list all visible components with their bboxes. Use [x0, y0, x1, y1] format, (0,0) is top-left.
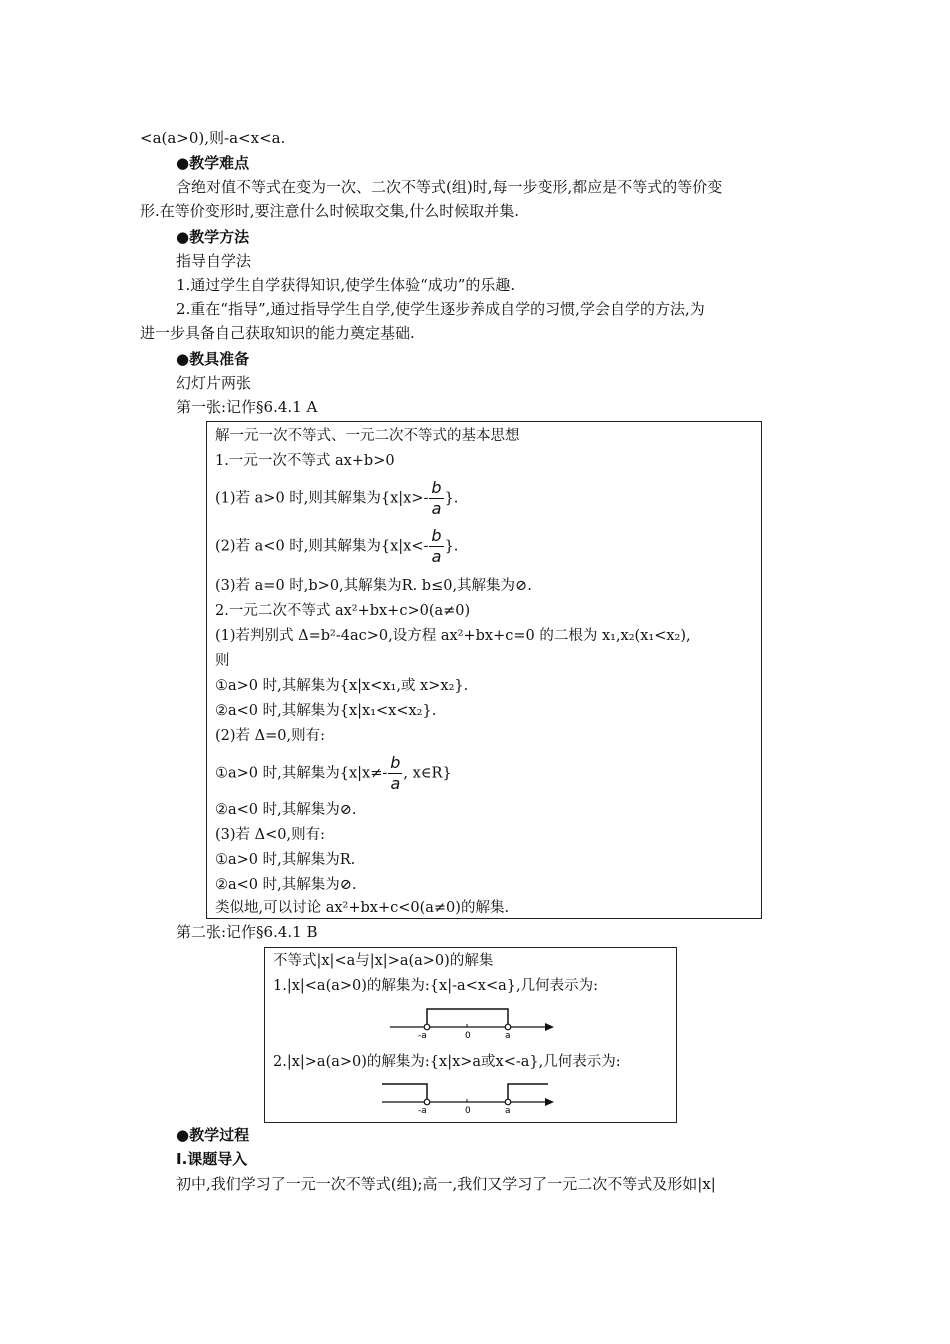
- fraction-denominator: a: [390, 774, 401, 793]
- fraction-numerator: b: [390, 753, 401, 772]
- section-heading-process: ●教学过程: [176, 1126, 250, 1144]
- fraction: [429, 526, 443, 567]
- box-text: }.: [444, 538, 459, 555]
- box-text: ①a>0 时,其解集为{x|x≠-: [215, 765, 388, 782]
- section-heading-tools: ●教具准备: [176, 350, 250, 368]
- tick-label-pos: a: [505, 1106, 511, 1116]
- paragraph-line: 幻灯片两张: [176, 374, 252, 392]
- section-heading-method: ●教学方法: [176, 228, 250, 246]
- tick-label-neg: -a: [418, 1106, 427, 1116]
- fraction-denominator: a: [431, 499, 442, 518]
- fraction-numerator: b: [431, 478, 442, 497]
- axis-arrow-icon: [545, 1098, 554, 1106]
- box-line: ②a<0 时,其解集为⊘.: [215, 802, 357, 818]
- tick-label-pos: a: [505, 1031, 511, 1039]
- box-line-with-fraction: [215, 753, 452, 794]
- box-title: 不等式|x|<a与|x|>a(a>0)的解集: [273, 953, 494, 969]
- paragraph-line: 形.在等价变形时,要注意什么时候取交集,什么时候取并集.: [140, 202, 520, 220]
- paragraph-line: 进一步具备自己获取知识的能力奠定基础.: [140, 324, 415, 342]
- paragraph-line: 初中,我们学习了一元一次不等式(组);高一,我们又学习了一元二次不等式及形如|x|: [176, 1175, 716, 1193]
- open-endpoint: [424, 1099, 430, 1105]
- paragraph-line: 1.通过学生自学获得知识,使学生体验“成功”的乐趣.: [176, 276, 516, 294]
- box-text: }.: [444, 490, 459, 507]
- box-text: , x∈R}: [403, 765, 452, 782]
- number-line-interval: [380, 1001, 555, 1039]
- tick-label-zero: 0: [465, 1106, 471, 1116]
- box-line: (2)若 Δ=0,则有:: [215, 728, 325, 744]
- box-line: ①a>0 时,其解集为R.: [215, 852, 356, 868]
- fraction: [429, 478, 443, 519]
- box-line: 1.|x|<a(a>0)的解集为:{x|-a<x<a},几何表示为:: [273, 978, 598, 994]
- slide-label-a: 第一张:记作§6.4.1 A: [176, 398, 318, 416]
- box-line: 则: [215, 653, 230, 669]
- left-ray: [382, 1084, 427, 1102]
- box-title: 解一元一次不等式、一元二次不等式的基本思想: [215, 428, 520, 444]
- slide-label-b: 第二张:记作§6.4.1 B: [176, 923, 318, 941]
- box-line: 2.|x|>a(a>0)的解集为:{x|x>a或x<-a},几何表示为:: [273, 1054, 621, 1070]
- paragraph-line: 2.重在“指导”,通过指导学生自学,使学生逐步养成自学的习惯,学会自学的方法,为: [176, 300, 705, 318]
- fraction-denominator: a: [431, 547, 442, 566]
- right-ray: [508, 1084, 548, 1102]
- box-line: 1.一元一次不等式 ax+b>0: [215, 453, 395, 469]
- box-line: 类似地,可以讨论 ax²+bx+c<0(a≠0)的解集.: [215, 900, 510, 916]
- text-line: <a(a>0),则-a<x<a.: [140, 129, 286, 147]
- open-endpoint: [505, 1024, 511, 1030]
- open-endpoint: [424, 1024, 430, 1030]
- axis-arrow-icon: [545, 1023, 554, 1031]
- paragraph-line: 指导自学法: [176, 252, 252, 270]
- box-line: ②a<0 时,其解集为{x|x₁<x<x₂}.: [215, 703, 437, 719]
- box-line: ②a<0 时,其解集为⊘.: [215, 877, 357, 893]
- section-heading-difficulty: ●教学难点: [176, 154, 250, 172]
- box-line: (1)若判别式 Δ=b²-4ac>0,设方程 ax²+bx+c=0 的二根为 x₁,x₂(x₁<x₂),: [215, 628, 691, 644]
- box-line-with-fraction: [215, 478, 458, 519]
- box-line: 2.一元二次不等式 ax²+bx+c>0(a≠0): [215, 603, 471, 619]
- box-line-with-fraction: [215, 526, 458, 567]
- box-text: (1)若 a>0 时,则其解集为{x|x>-: [215, 490, 429, 507]
- fraction-numerator: b: [431, 526, 442, 545]
- fraction: [388, 753, 402, 794]
- subsection-heading: Ⅰ.课题导入: [176, 1150, 248, 1168]
- tick-label-neg: -a: [418, 1031, 427, 1039]
- slide-box-a: [206, 421, 762, 919]
- paragraph-line: 含绝对值不等式在变为一次、二次不等式(组)时,每一步变形,都应是不等式的等价变: [176, 178, 723, 196]
- number-line-union: [380, 1078, 555, 1116]
- tick-label-zero: 0: [465, 1031, 471, 1039]
- box-line: (3)若 Δ<0,则有:: [215, 827, 325, 843]
- box-line: ①a>0 时,其解集为{x|x<x₁,或 x>x₂}.: [215, 678, 469, 694]
- box-line: (3)若 a=0 时,b>0,其解集为R. b≤0,其解集为⊘.: [215, 578, 532, 594]
- box-text: (2)若 a<0 时,则其解集为{x|x<-: [215, 538, 429, 555]
- slide-box-b: [264, 947, 677, 1123]
- open-endpoint: [505, 1099, 511, 1105]
